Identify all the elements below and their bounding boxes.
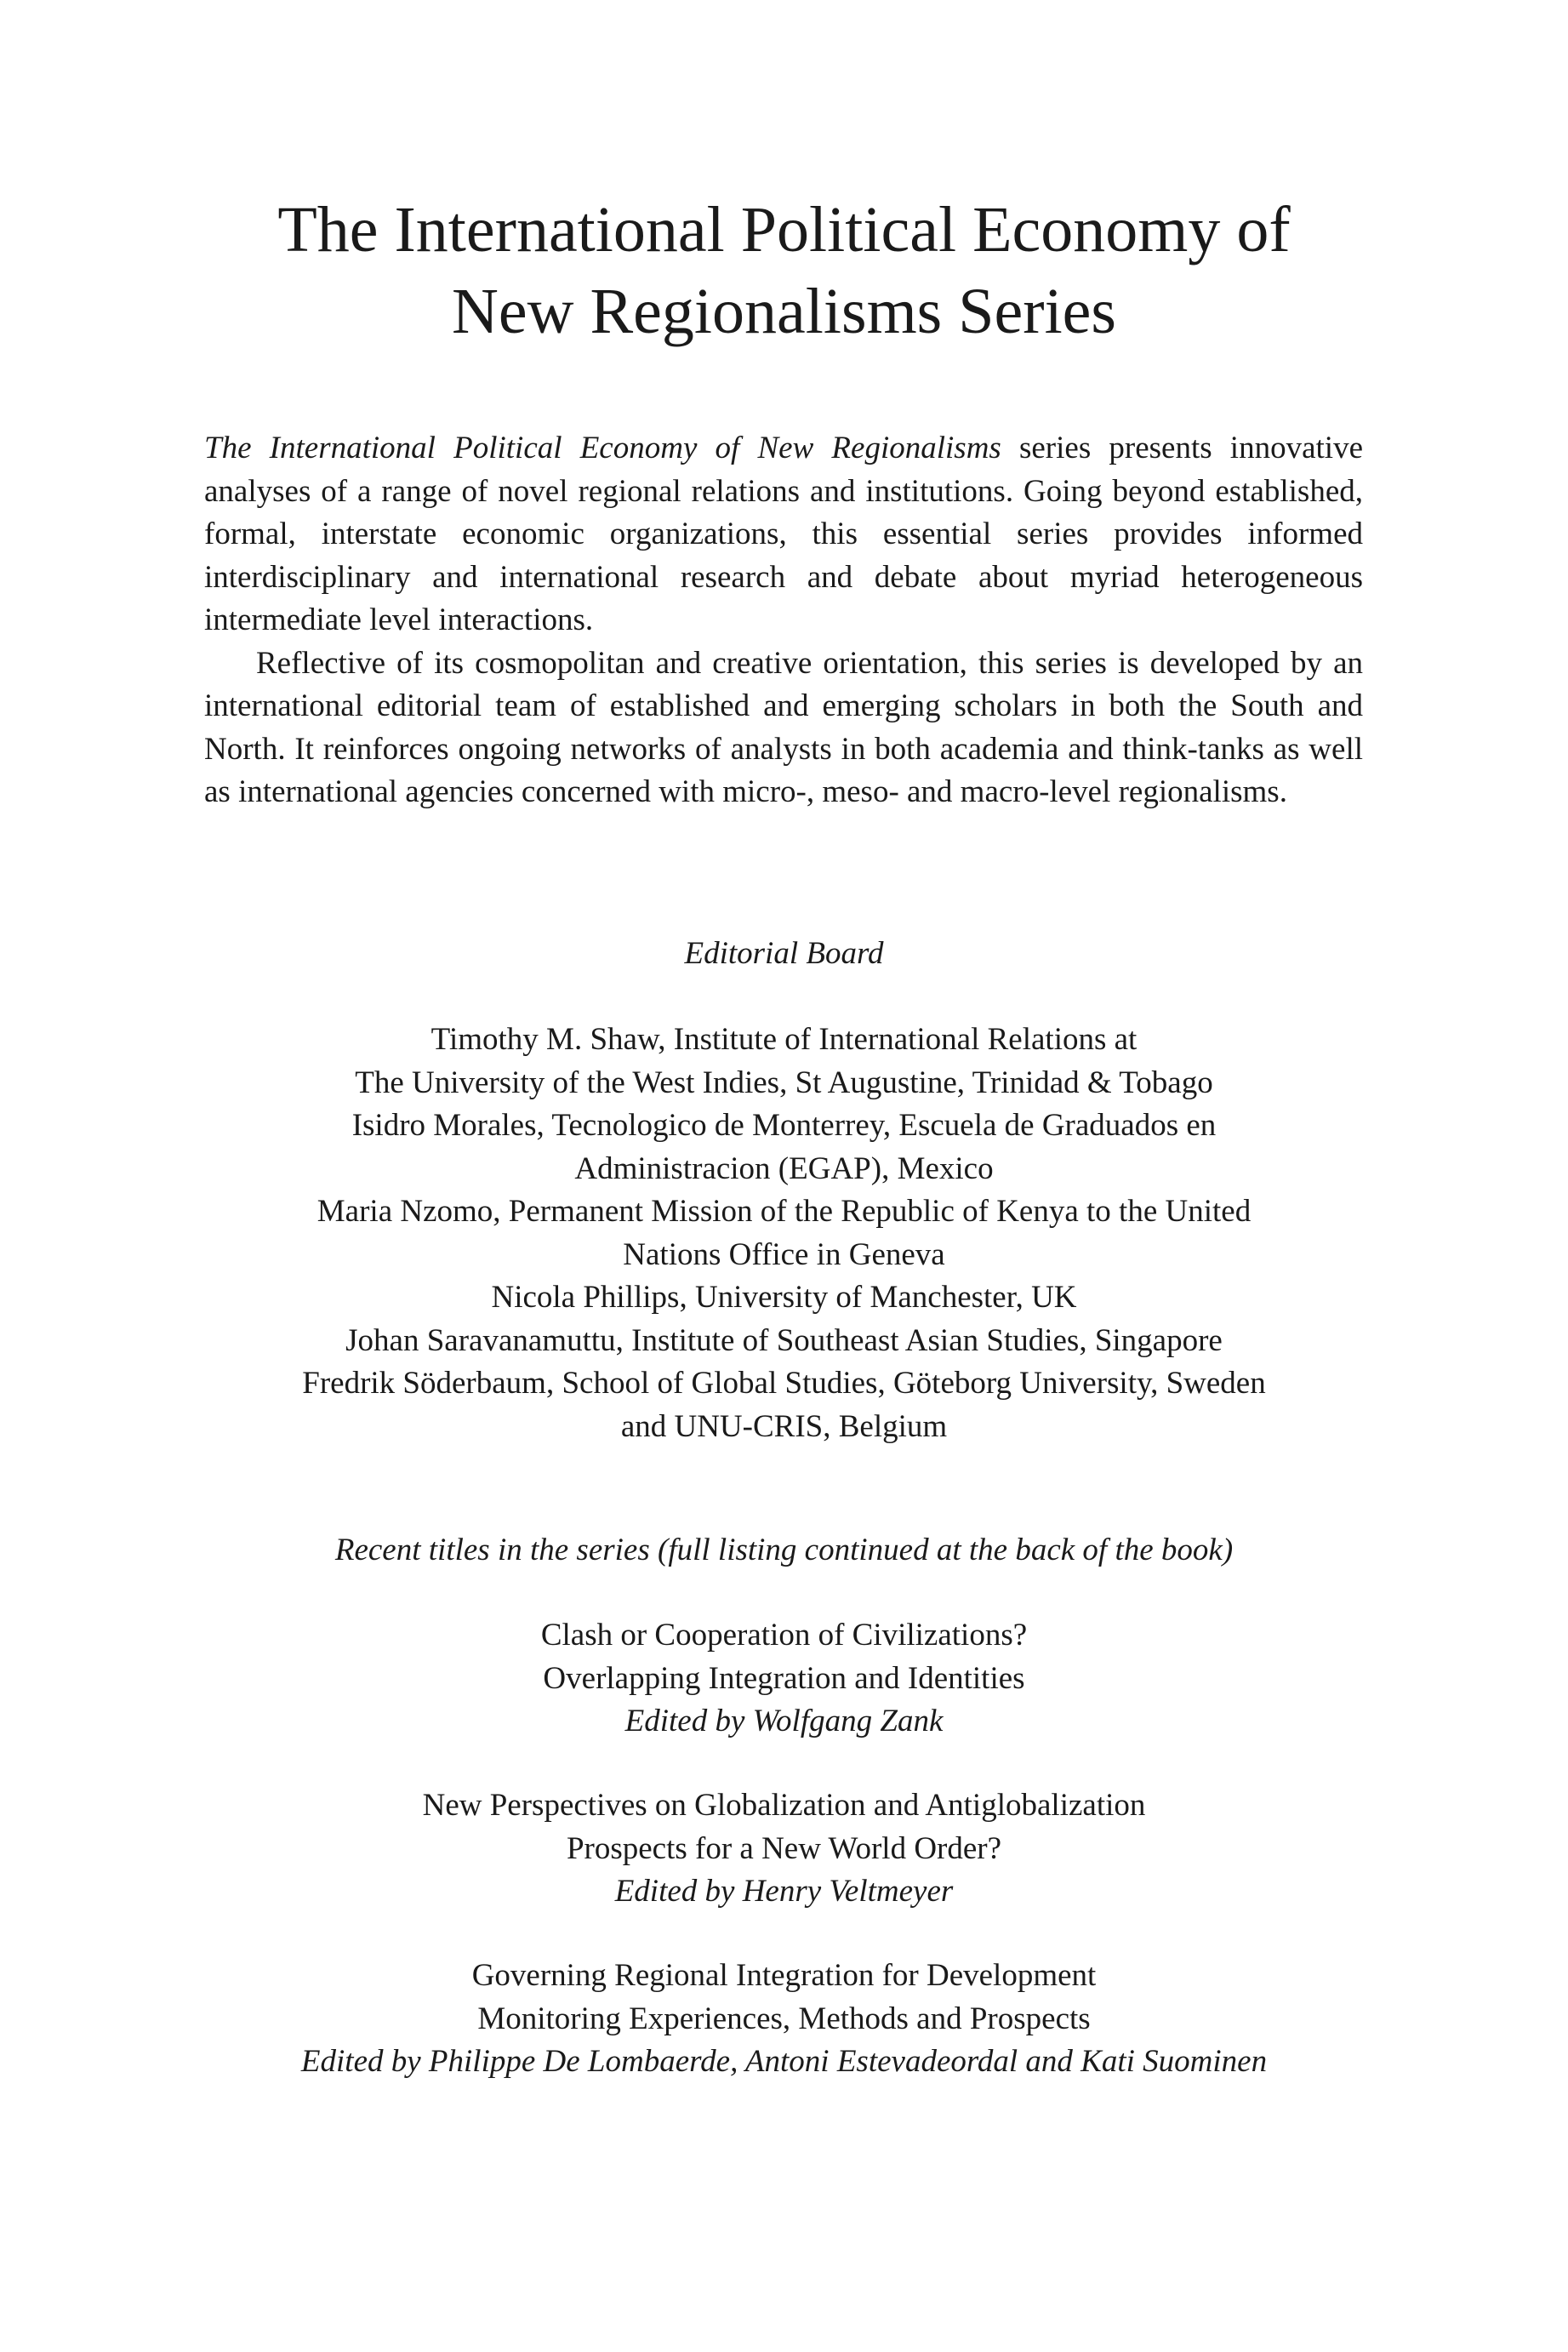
book-editor: Edited by Philippe De Lombaerde, Antoni Estevadeordal and Kati Suominen — [300, 2044, 1268, 2079]
series-title-line-1: The International Political Economy of — [277, 194, 1291, 265]
series-description — [204, 427, 1363, 814]
book-entry — [0, 1784, 1568, 1914]
book-title: New Perspectives on Globalization and Antiglobalization — [422, 1788, 1146, 1823]
board-line: Nations Office in Geneva — [623, 1236, 945, 1272]
book-subtitle: Prospects for a New World Order? — [566, 1830, 1002, 1866]
board-line: Isidro Morales, Tecnologico de Monterrey, Escuela de Graduados en — [351, 1108, 1217, 1143]
description-paragraph-1 — [204, 427, 1363, 642]
board-line: and UNU-CRIS, Belgium — [620, 1408, 948, 1444]
description-paragraph-2: Reflective of its cosmopolitan and creative orientation, this series is developed by an international editorial team of established and emerging scholars in both the South and North. It reinforces ongoing networks of analysts in both academia and think-tanks as well as international agencies concerned with micro-, meso- and macro-level regionalisms. — [204, 645, 1363, 809]
book-title: Clash or Cooperation of Civilizations? — [540, 1618, 1028, 1653]
board-line: Nicola Phillips, University of Manchester, UK — [491, 1280, 1077, 1315]
book-subtitle: Monitoring Experiences, Methods and Prospects — [477, 2001, 1091, 2036]
book-entry — [0, 1955, 1568, 2084]
board-line: The University of the West Indies, St Augustine, Trinidad & Tobago — [355, 1065, 1213, 1100]
description-paragraph-1-text: series presents innovative analyses of a range of novel regional relations and institutions. Going beyond established, formal, interstate economic organizations, this essential series provides informed interdisciplinary and international research and debate about myriad heterogeneous intermediate level interactions. — [204, 431, 1363, 637]
board-line: Administracion (EGAP), Mexico — [574, 1150, 994, 1186]
book-title: Governing Regional Integration for Development — [471, 1958, 1097, 1993]
series-title — [0, 189, 1568, 352]
board-line: Fredrik Söderbaum, School of Global Studies, Göteborg University, Sweden — [302, 1366, 1266, 1401]
series-name-italic: The International Political Economy of New Regionalisms — [204, 431, 1001, 465]
book-subtitle: Overlapping Integration and Identities — [543, 1660, 1025, 1696]
recent-titles-heading: Recent titles in the series (full listing continued at the back of the book) — [334, 1533, 1234, 1567]
book-entry — [0, 1614, 1568, 1744]
editorial-board-list — [0, 1019, 1568, 1448]
board-line: Johan Saravanamuttu, Institute of Southeast Asian Studies, Singapore — [345, 1322, 1223, 1358]
series-title-line-2: New Regionalisms Series — [451, 276, 1116, 347]
book-editor: Edited by Henry Veltmeyer — [614, 1874, 954, 1909]
book-editor: Edited by Wolfgang Zank — [624, 1704, 944, 1738]
board-line: Timothy M. Shaw, Institute of International Relations at — [430, 1022, 1138, 1057]
editorial-board-heading: Editorial Board — [684, 936, 884, 971]
board-line: Maria Nzomo, Permanent Mission of the Republic of Kenya to the United — [316, 1194, 1252, 1229]
